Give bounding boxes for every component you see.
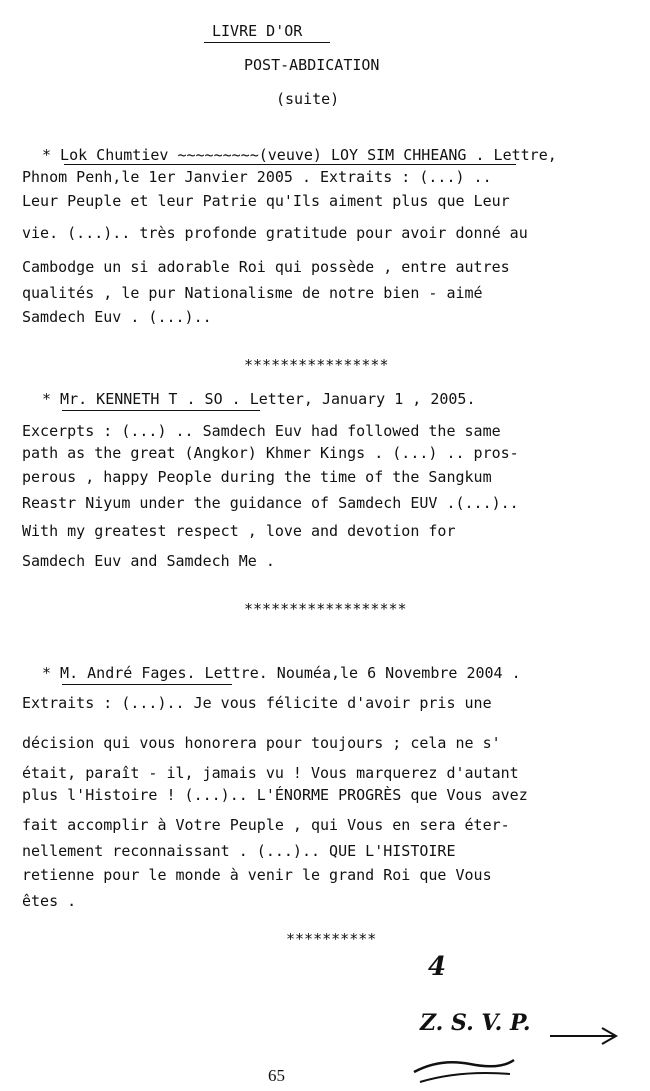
entry-line: Excerpts : (...) .. Samdech Euv had followed the same — [22, 422, 501, 440]
entry-line: Leur Peuple et leur Patrie qu'Ils aiment plus que Leur — [22, 192, 510, 210]
entry-line: nellement reconnaissant . (...).. QUE L'HISTOIRE — [22, 842, 456, 860]
entry-line: vie. (...).. très profonde gratitude pour avoir donné au — [22, 224, 528, 242]
entry-line: décision qui vous honorera pour toujours ; cela ne s' — [22, 734, 501, 752]
handwritten-mark: 4 — [428, 952, 447, 982]
name-underline — [62, 410, 260, 411]
title-underline — [204, 42, 330, 43]
entry-line: Cambodge un si adorable Roi qui possède , entre autres — [22, 258, 510, 276]
entry-line: Reastr Niyum under the guidance of Samdech EUV .(...).. — [22, 494, 519, 512]
entry-line: qualités , le pur Nationalisme de notre bien - aimé — [22, 284, 483, 302]
entry-line: * M. André Fages. Lettre. Nouméa,le 6 Novembre 2004 . — [42, 664, 521, 682]
separator: ****************** — [244, 600, 407, 618]
name-underline — [62, 684, 232, 685]
name-underline — [64, 164, 516, 165]
entry-line: * Mr. KENNETH T . SO . Letter, January 1 , 2005. — [42, 390, 476, 408]
page-number: 65 — [268, 1066, 285, 1085]
entry-line: With my greatest respect , love and devotion for — [22, 522, 456, 540]
entry-line: Samdech Euv . (...).. — [22, 308, 212, 326]
entry-line: Extraits : (...).. Je vous félicite d'avoir pris une — [22, 694, 492, 712]
entry-line: Samdech Euv and Samdech Me . — [22, 552, 275, 570]
suite-label: (suite) — [276, 90, 340, 108]
separator: ********** — [286, 930, 377, 948]
handwritten-initials: Z. S. V. P. — [420, 1010, 531, 1036]
entry-line: perous , happy People during the time of the Sangkum — [22, 468, 492, 486]
entry-line: * Lok Chumtiev ~~~~~~~~~(veuve) LOY SIM CHHEANG . Lettre, — [42, 146, 557, 164]
entry-line: Phnom Penh,le 1er Janvier 2005 . Extraits : (...) .. — [22, 168, 492, 186]
page-subtitle: POST-ABDICATION — [244, 56, 380, 74]
page-title: LIVRE D'OR — [212, 22, 303, 40]
signature-scribble — [410, 1048, 520, 1088]
entry-line: êtes . — [22, 892, 77, 910]
entry-line: fait accomplir à Votre Peuple , qui Vous en sera éter- — [22, 816, 510, 834]
entry-line: plus l'Histoire ! (...).. L'ÉNORME PROGRÈS que Vous avez — [22, 786, 528, 804]
arrow-icon — [548, 1024, 628, 1044]
entry-line: était, paraît - il, jamais vu ! Vous marquerez d'autant — [22, 764, 519, 782]
entry-line: retienne pour le monde à venir le grand Roi que Vous — [22, 866, 492, 884]
separator: **************** — [244, 356, 389, 374]
entry-line: path as the great (Angkor) Khmer Kings . (...) .. pros- — [22, 444, 519, 462]
